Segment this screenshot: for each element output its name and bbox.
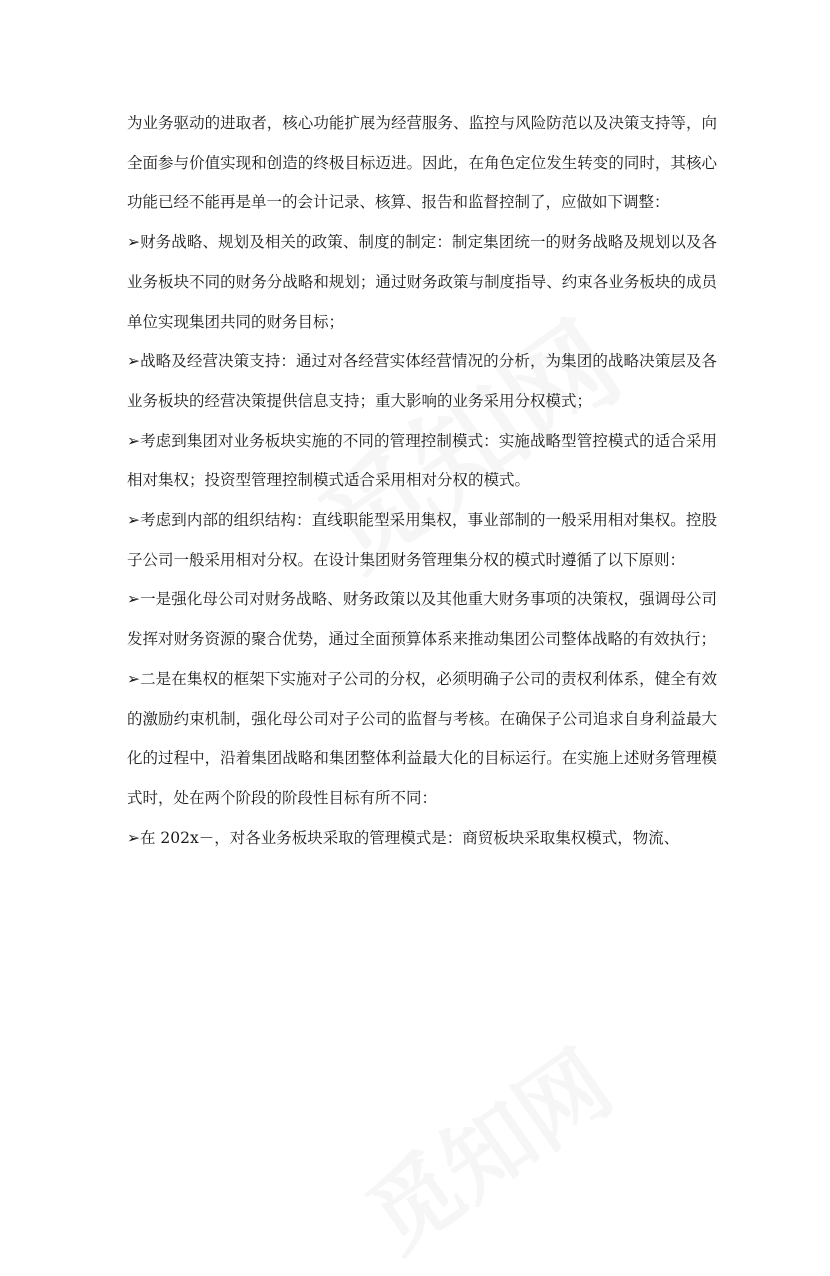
bullet-paragraph: ➢在 202x－，对各业务板块采取的管理模式是：商贸板块采取集权模式，物流、 (127, 828, 680, 847)
bullet-paragraph: ➢战略及经营决策支持：通过对各经营实体经营情况的分析，为集团的战略决策层及各业务板块的经营决策提供信息支持；重大影响的业务采用分权模式； (127, 352, 717, 410)
bullet-paragraph: ➢二是在集权的框架下实施对子公司的分权，必须明确子公司的责权利体系，健全有效的激励约束机制，强化母公司对子公司的监督与考核。在确保子公司追求自身利益最大化的过程中，沿着集团战略和集团整体利益最大化的目标运行。在实施上述财务管理模式时，处在两个阶段的阶段性目标有所不同： (127, 669, 717, 807)
paragraph: 为业务驱动的进取者，核心功能扩展为经营服务、监控与风险防范以及决策支持等，向全面参与价值实现和创造的终极目标迈进。因此，在角色定位发生转变的同时，其核心功能已经不能再是单一的会计记录、核算、报告和监督控制了，应做如下调整： (127, 114, 717, 212)
document-body (127, 104, 717, 858)
bullet-paragraph: ➢考虑到集团对业务板块实施的不同的管理控制模式：实施战略型管控模式的适合采用相对集权；投资型管理控制模式适合采用相对分权的模式。 (127, 431, 717, 490)
watermark (337, 1014, 633, 1275)
bullet-paragraph: ➢一是强化母公司对财务战略、财务政策以及其他重大财务事项的决策权，强调母公司发挥对财务资源的聚合优势，通过全面预算体系来推动集团公司整体战略的有效执行； (127, 590, 717, 649)
bullet-paragraph: ➢财务战略、规划及相关的政策、制度的制定：制定集团统一的财务战略及规划以及各业务板块不同的财务分战略和规划；通过财务政策与制度指导、约束各业务板块的成员单位实现集团共同的财务目标； (127, 233, 717, 331)
bullet-paragraph: ➢考虑到内部的组织结构：直线职能型采用集权，事业部制的一般采用相对集权。控股子公司一般采用相对分权。在设计集团财务管理集分权的模式时遵循了以下原则： (127, 511, 717, 569)
